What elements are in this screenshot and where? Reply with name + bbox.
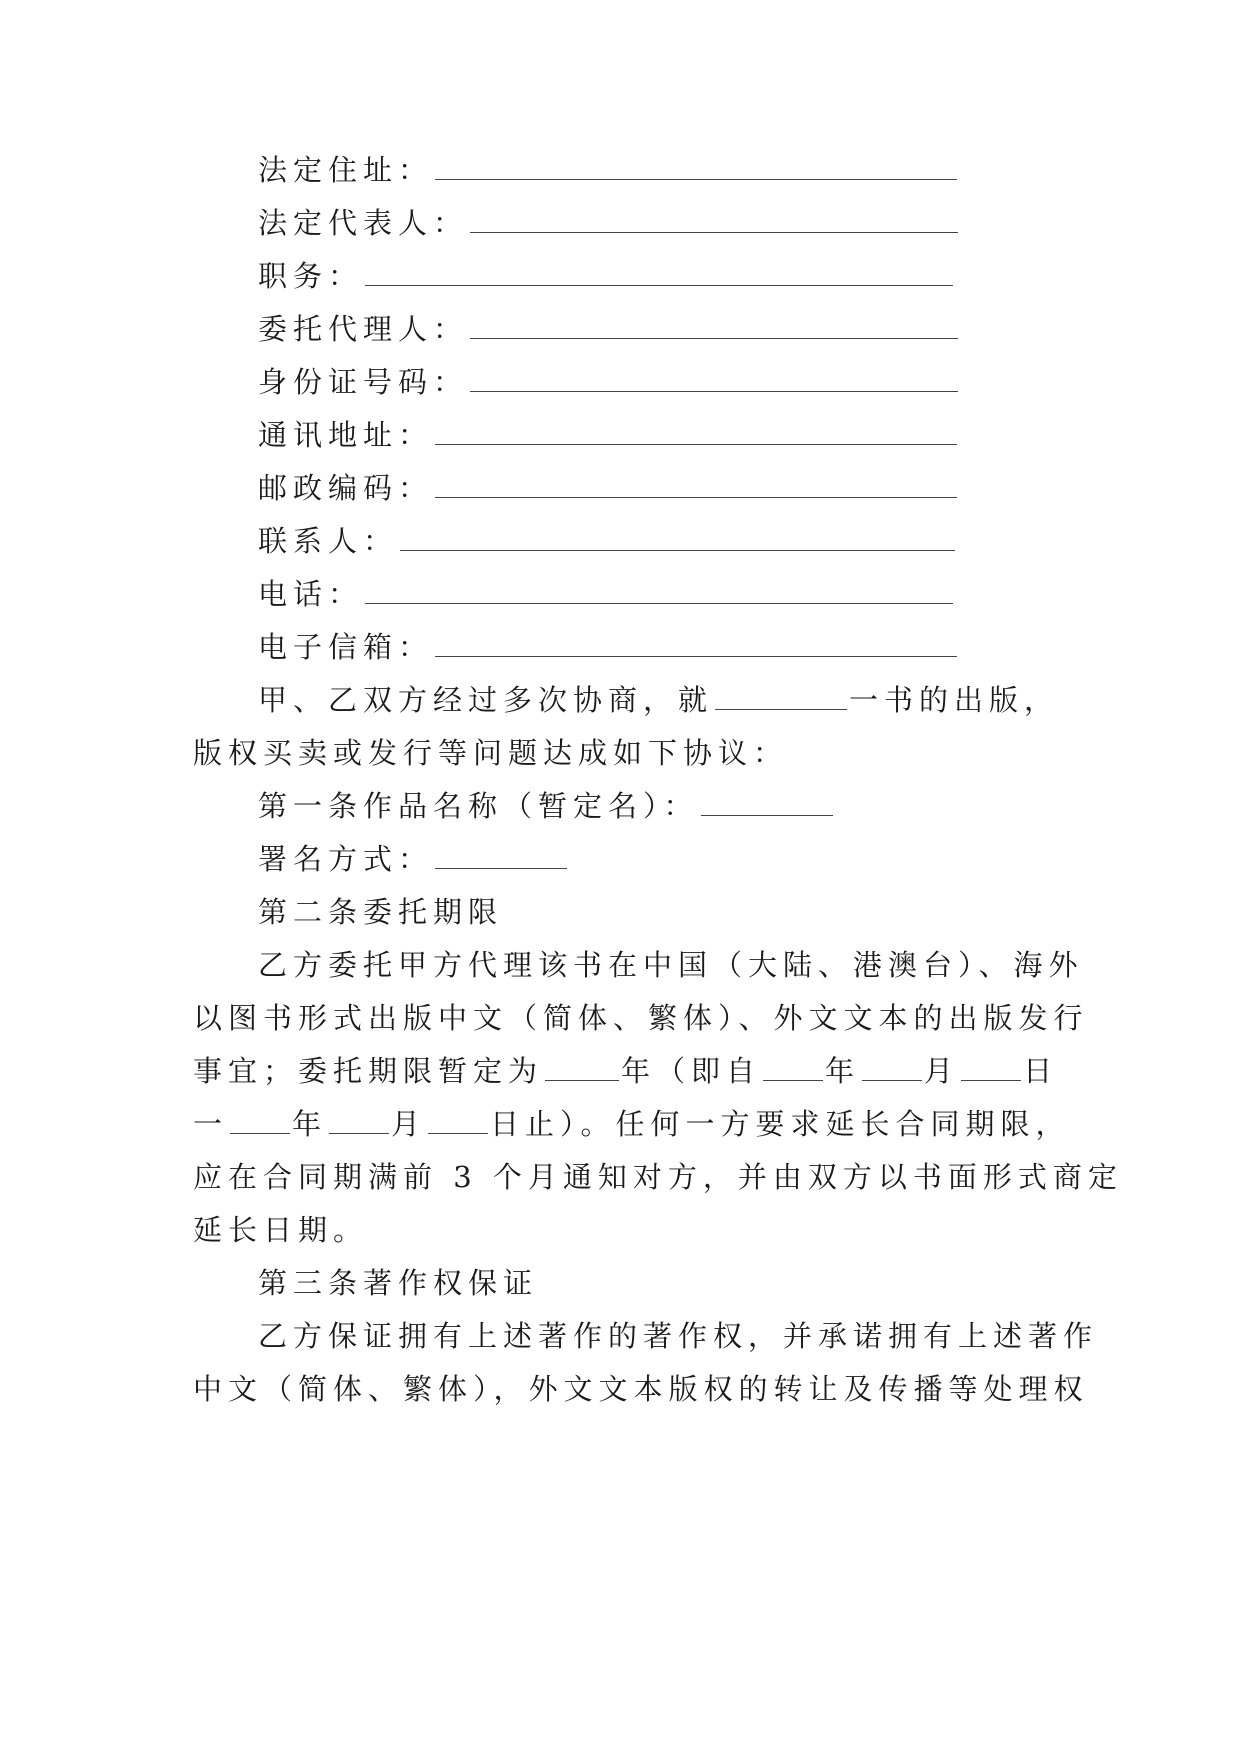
field-label: 通讯地址： — [258, 418, 434, 452]
text-segment: 年 — [825, 1054, 861, 1088]
article1-signature-line — [258, 839, 1118, 879]
blank-line[interactable] — [428, 1107, 488, 1134]
text-segment: 月 — [391, 1107, 427, 1141]
blank-line[interactable] — [400, 524, 955, 551]
blank-line[interactable] — [230, 1107, 290, 1134]
blank-line[interactable] — [763, 1054, 823, 1081]
article1-name-line — [258, 786, 1118, 826]
text-segment: 日止）。任何一方要求延长合同期限， — [490, 1107, 1071, 1141]
blank-line[interactable] — [365, 577, 953, 604]
article2-line-1: 乙方委托甲方代理该书在中国（大陆、港澳台）、海外 — [258, 948, 1084, 982]
field-label: 法定代表人： — [258, 206, 469, 240]
blank-line[interactable] — [961, 1054, 1021, 1081]
text-segment: 月 — [924, 1054, 960, 1088]
field-label: 邮政编码： — [258, 471, 434, 505]
field-legal-address — [258, 150, 1118, 190]
blank-line[interactable] — [329, 1107, 389, 1134]
blank-line[interactable] — [435, 842, 567, 869]
blank-line[interactable] — [470, 312, 958, 339]
text-segment: 事宜；委托期限暂定为 — [193, 1054, 544, 1088]
article2-title: 第二条委托期限 — [258, 895, 504, 929]
article1-name-label: 第一条作品名称（暂定名）： — [258, 789, 699, 823]
intro-line-2: 版权买卖或发行等问题达成如下协议： — [193, 736, 789, 770]
article2-line-5: 应在合同期满前 3 个月通知对方，并由双方以书面形式商定 — [193, 1160, 1123, 1194]
blank-line[interactable] — [435, 418, 957, 445]
article2-line-6: 延长日期。 — [193, 1213, 369, 1247]
field-label: 联系人： — [258, 524, 399, 558]
intro-text: 一书的出版， — [849, 683, 1060, 717]
blank-line[interactable] — [470, 206, 958, 233]
field-label: 委托代理人： — [258, 312, 469, 346]
article1-signature-label: 署名方式： — [258, 842, 434, 876]
blank-line[interactable] — [545, 1054, 619, 1081]
blank-line[interactable] — [435, 471, 957, 498]
blank-line[interactable] — [435, 630, 957, 657]
field-label: 身份证号码： — [258, 365, 469, 399]
field-id-number — [258, 362, 1118, 402]
blank-line[interactable] — [365, 259, 953, 286]
text-segment: 一 — [193, 1107, 229, 1141]
blank-line[interactable] — [715, 683, 847, 710]
field-legal-representative — [258, 203, 1118, 243]
text-segment: 年 — [292, 1107, 328, 1141]
field-agent — [258, 309, 1118, 349]
article2-line-4 — [193, 1104, 1071, 1144]
field-label: 职务： — [258, 259, 364, 293]
blank-line[interactable] — [862, 1054, 922, 1081]
article3-line-2: 中文（简体、繁体），外文文本版权的转让及传播等处理权 — [193, 1372, 1089, 1406]
article2-line-2: 以图书形式出版中文（简体、繁体）、外文文本的出版发行 — [193, 1001, 1089, 1035]
blank-line[interactable] — [435, 153, 957, 180]
field-position — [258, 256, 1118, 296]
field-label: 电子信箱： — [258, 630, 434, 664]
intro-text: 甲、乙双方经过多次协商，就 — [258, 683, 714, 717]
field-label: 电话： — [258, 577, 364, 611]
text-segment: 年（即自 — [621, 1054, 762, 1088]
field-contact — [258, 521, 1118, 561]
field-label: 法定住址： — [258, 153, 434, 187]
article3-title: 第三条著作权保证 — [258, 1266, 539, 1300]
field-postal-code — [258, 468, 1118, 508]
article3-line-1: 乙方保证拥有上述著作的著作权，并承诺拥有上述著作 — [258, 1319, 1099, 1353]
text-segment: 日 — [1023, 1054, 1059, 1088]
field-mailing-address — [258, 415, 1118, 455]
intro-line-1 — [258, 680, 1118, 720]
blank-line[interactable] — [470, 365, 958, 392]
field-phone — [258, 574, 1118, 614]
blank-line[interactable] — [701, 789, 833, 816]
field-email — [258, 627, 1118, 667]
article2-line-3 — [193, 1051, 1059, 1091]
